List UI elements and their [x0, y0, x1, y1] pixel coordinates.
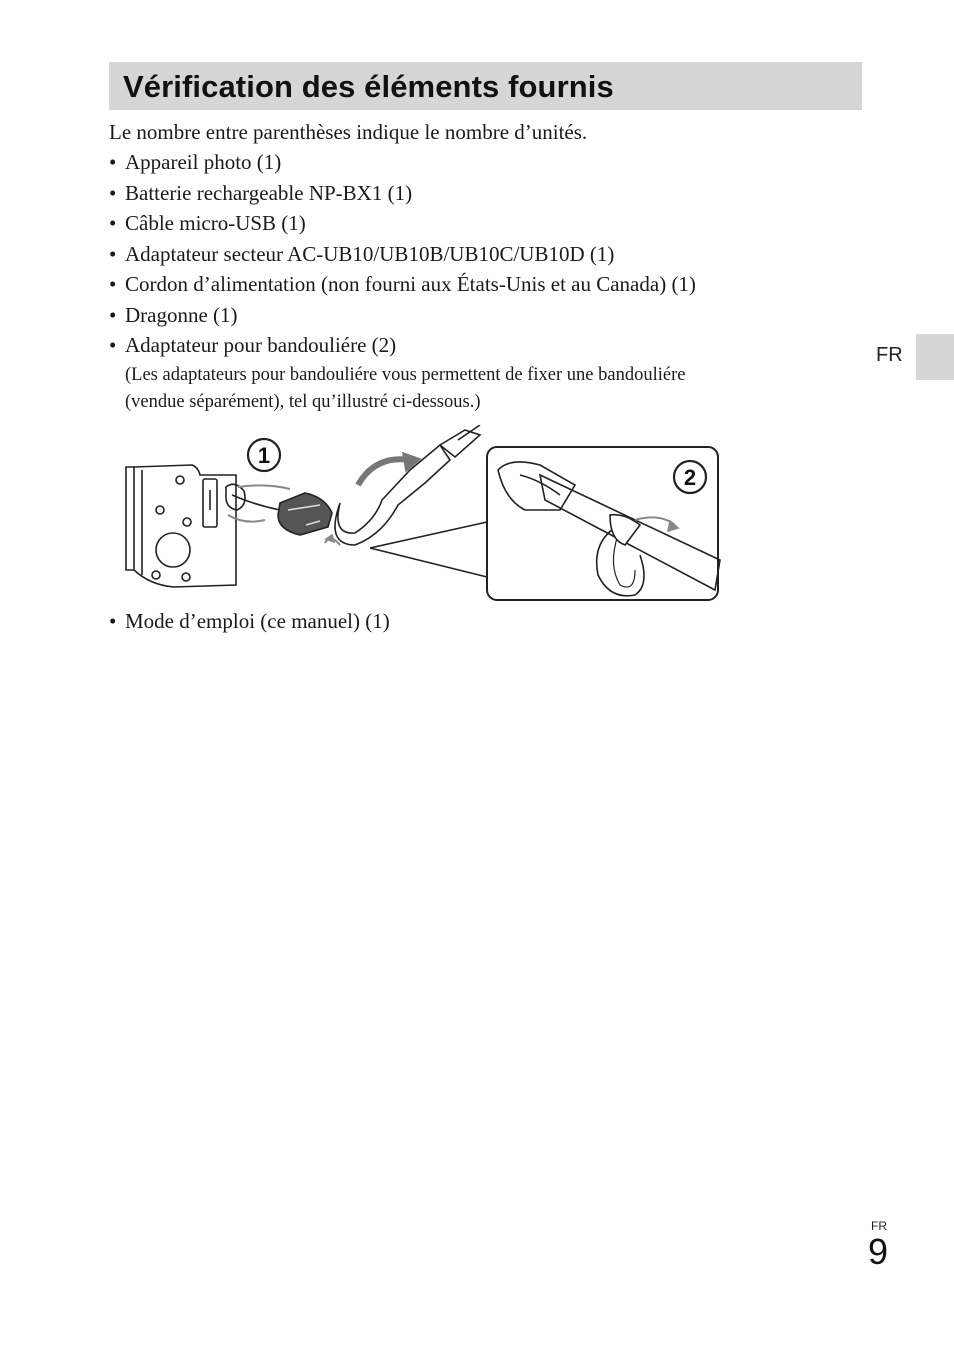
list-item — [109, 240, 696, 271]
bullet: • — [109, 609, 117, 633]
step-1-label: 1 — [257, 443, 271, 468]
list-item — [109, 301, 696, 332]
zoom-callout-lines — [370, 522, 487, 577]
bullet: • — [109, 180, 117, 205]
strap-adaptor-note — [125, 362, 825, 416]
language-tab-label: FR — [876, 344, 903, 366]
item-text: Mode d’emploi (ce manuel) (1) — [125, 609, 390, 633]
camera-side-drawing — [126, 465, 236, 587]
item-text: Adaptateur secteur AC-UB10/UB10B/UB10C/UB10D (1) — [125, 241, 615, 266]
item-text: Câble micro-USB (1) — [125, 211, 306, 235]
item-text: Batterie rechargeable NP-BX1 (1) — [125, 180, 413, 205]
item-text: Appareil photo (1) — [125, 150, 282, 174]
bullet: • — [109, 272, 117, 296]
supplied-items-list — [109, 148, 696, 362]
list-item — [109, 209, 696, 240]
bullet: • — [109, 241, 117, 266]
bullet: • — [109, 211, 117, 235]
note-line: (Les adaptateurs pour bandouliére vous permettent de fixer une bandouliére — [125, 365, 686, 385]
intro-text: Le nombre entre parenthèses indique le nombre d’unités. — [109, 120, 588, 144]
bullet: • — [109, 302, 117, 327]
strap-adaptor-illustration — [120, 425, 725, 605]
section-title: Vérification des éléments fournis — [123, 69, 614, 104]
item-text: Cordon d’alimentation (non fourni aux États-Unis et au Canada) (1) — [125, 272, 696, 296]
list-item — [109, 607, 390, 635]
step-2-badge — [674, 461, 706, 493]
item-text: Dragonne (1) — [125, 302, 238, 327]
step-2-label: 2 — [683, 465, 697, 490]
list-item — [109, 179, 696, 210]
page-language-code: FR — [871, 1219, 887, 1233]
bullet: • — [109, 150, 117, 174]
list-item — [109, 270, 696, 301]
note-line: (vendue séparément), tel qu’illustré ci-dessous.) — [125, 392, 481, 412]
item-text: Adaptateur pour bandouliére (2) — [125, 333, 397, 357]
list-item — [109, 331, 696, 362]
section-heading-bar — [109, 62, 862, 110]
page-number: 9 — [868, 1231, 889, 1272]
language-tab-marker — [916, 334, 954, 380]
list-item — [109, 148, 696, 179]
bullet: • — [109, 333, 117, 357]
step-1-badge — [248, 439, 280, 471]
